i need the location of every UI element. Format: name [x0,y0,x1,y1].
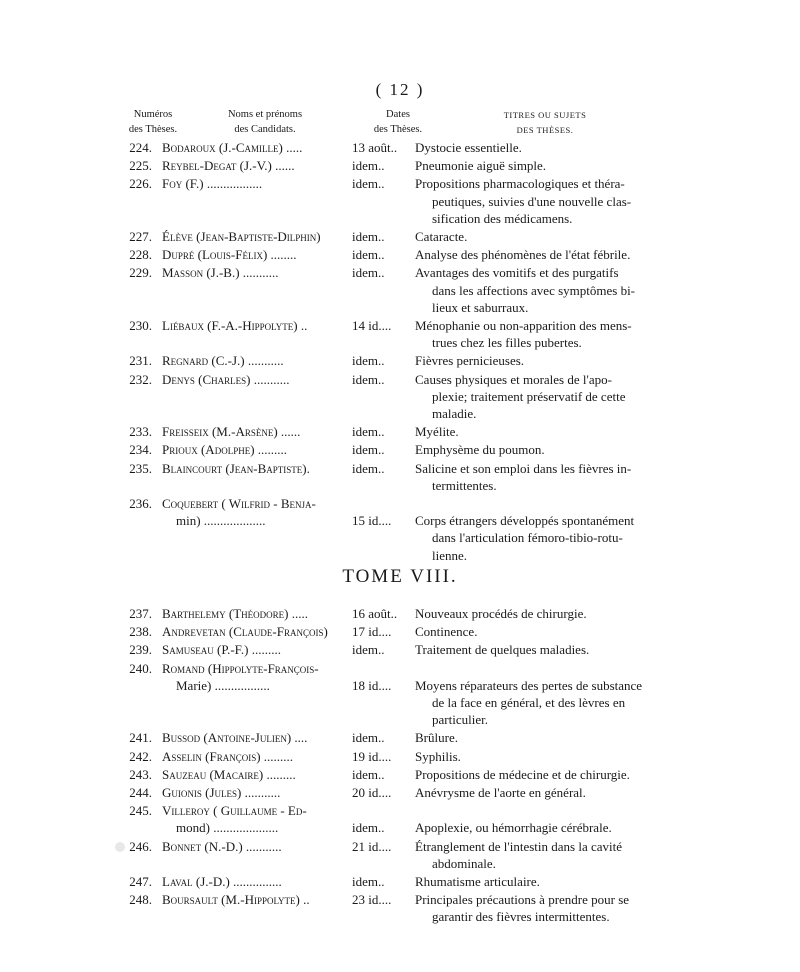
candidate-name: Masson (J.-B.) ........... [162,265,279,281]
thesis-number: 230. [129,318,152,333]
candidate-name: Villeroy ( Guillaume - Ed- [162,803,307,819]
thesis-number: 228. [129,247,152,263]
thesis-number: 225. [129,158,152,174]
candidate-name: Dupré (Louis-Félix) ........ [162,247,297,263]
thesis-title-line: Rhumatisme articulaire. [415,874,540,889]
thesis-title-line: Nouveaux procédés de chirurgie. [415,606,587,621]
thesis-date: 18 id.... [352,677,392,693]
candidate-name: Boursault (M.-Hippolyte) .. [162,892,310,908]
thesis-date: idem.. [352,874,385,889]
thesis-date: idem.. [352,424,385,440]
paper-speck [115,842,125,852]
thesis-title-line: termittentes. [432,477,497,493]
thesis-title-line: Pneumonie aiguë simple. [415,158,547,174]
thesis-number: 233. [129,424,152,440]
page-number: ( 12 ) [375,80,425,99]
thesis-title-line: lieux et saburraux. [432,299,529,315]
thesis-title-line: Emphysème du poumon. [415,442,545,458]
thesis-title-line: Corps étrangers développés spontanément [415,513,635,529]
thesis-number: 241. [129,730,152,746]
thesis-number: 248. [129,892,152,908]
thesis-number: 232. [129,371,152,387]
thesis-title-line: Causes physiques et morales de l'apo- [415,371,612,387]
candidate-name: Reybel-Degat (J.-V.) ...... [162,158,295,174]
thesis-title-line: de la face en général, et des lèvres en [432,694,626,710]
candidate-name: Bussod (Antoine-Julien) .... [162,730,308,746]
thesis-date: 20 id.... [352,785,392,800]
thesis-date: 23 id.... [352,892,392,908]
thesis-title-line: abdominale. [432,855,496,871]
candidate-name: Barthelemy (Théodore) ..... [162,606,308,621]
thesis-title-line: Anévrysme de l'aorte en général. [415,785,586,800]
thesis-number: 227. [129,229,152,244]
thesis-number: 244. [129,785,152,800]
header-noms [205,107,325,137]
thesis-title-line: Fièvres pernicieuses. [415,353,525,369]
candidate-name: Andrevetan (Claude-François) [162,624,328,640]
thesis-number: 234. [129,442,152,458]
header-noms-line1: Noms et prénoms [227,109,303,120]
thesis-date: idem.. [352,730,385,746]
header-dates-line1: Dates [386,109,410,120]
thesis-number: 242. [129,748,152,764]
header-noms-line2: des Candidats. [234,124,296,135]
thesis-title-line: Avantages des vomitifs et des purgatifs [415,265,619,281]
header-dates-line2: des Thèses. [373,124,423,135]
candidate-name: Prioux (Adolphe) ......... [162,442,288,458]
thesis-number: 229. [129,265,152,281]
thesis-date: idem.. [352,460,385,476]
candidate-name: Élève (Jean-Baptiste-Dilphin) [162,229,321,244]
thesis-number: 238. [129,624,152,640]
thesis-number: 236. [129,496,152,511]
thesis-title-line: dans l'articulation fémoro-tibio-rotu- [432,530,623,546]
thesis-date: 19 id.... [352,748,392,764]
thesis-number: 245. [129,803,152,819]
candidate-name: Bonnet (N.-D.) ........... [162,838,282,854]
thesis-title-line: maladie. [432,405,477,421]
thesis-date: idem.. [352,229,385,244]
thesis-date: idem.. [352,158,385,174]
thesis-number: 235. [129,460,152,476]
thesis-title-line: lienne. [432,547,468,563]
candidate-name-continued: Marie) ................. [176,677,270,693]
header-numeros-line1: Numéros [133,109,173,120]
thesis-title-line: Apoplexie, ou hémorrhagie cérébrale. [415,820,612,836]
thesis-title-line: Ménophanie ou non-apparition des mens- [415,318,632,333]
thesis-title-line: trues chez les filles pubertes. [432,335,582,351]
thesis-title-line: plexie; traitement préservatif de cette [432,388,626,404]
thesis-title-line: dans les affections avec symptômes bi- [432,282,636,298]
tome-title: TOME VIII. [342,566,458,587]
header-dates [358,107,438,137]
thesis-title-line: Moyens réparateurs des pertes de substance [415,677,643,693]
thesis-title-line: particulier. [432,712,488,728]
candidate-name: Samuseau (P.-F.) ......... [162,642,281,658]
header-titres [480,108,610,138]
thesis-date: 15 id.... [352,513,392,529]
thesis-title-line: Analyse des phénomènes de l'état fébrile. [415,247,631,263]
candidate-name: Liébaux (F.-A.-Hippolyte) .. [162,318,308,333]
thesis-title-line: Propositions pharmacologiques et théra- [415,176,625,192]
candidate-name: Foy (F.) ................. [162,176,263,192]
thesis-number: 247. [129,874,152,889]
thesis-date: idem.. [352,642,385,658]
thesis-title-line: Brûlure. [415,730,458,746]
thesis-title-line: Continence. [415,624,478,640]
thesis-title-line: Salicine et son emploi dans les fièvres in- [415,460,632,476]
thesis-date: 13 août.. [352,140,398,155]
thesis-date: 17 id.... [352,624,392,640]
thesis-number: 239. [129,642,152,658]
thesis-date: idem.. [352,176,385,192]
thesis-date: idem.. [352,766,385,782]
thesis-title-line: Myélite. [415,424,459,440]
thesis-title-line: Dystocie essentielle. [415,140,522,155]
header-titres-line1: TITRES OU SUJETS [503,110,587,120]
thesis-date: idem.. [352,265,385,281]
candidate-name: Coquebert ( Wilfrid - Benja- [162,496,316,511]
thesis-title-line: Propositions de médecine et de chirurgie. [415,766,630,782]
candidate-name: Freisseix (M.-Arsène) ...... [162,424,301,440]
candidate-name-continued: mond) .................... [176,820,279,836]
thesis-date: 14 id.... [352,318,392,333]
candidate-name: Bodaroux (J.-Camille) ..... [162,140,303,155]
thesis-title-line: garantir des fièvres intermittentes. [432,909,610,925]
thesis-number: 240. [129,660,152,676]
candidate-name: Asselin (François) ......... [162,748,294,764]
thesis-number: 231. [129,353,152,369]
thesis-date: idem.. [352,442,385,458]
thesis-title-line: sification des médicamens. [432,210,573,226]
candidate-name: Sauzeau (Macaire) ......... [162,766,296,782]
candidate-name: Romand (Hippolyte-François- [162,660,319,676]
candidate-name: Denys (Charles) ........... [162,371,290,387]
thesis-number: 237. [129,606,152,621]
candidate-name-continued: min) ................... [176,513,266,529]
thesis-date: 16 août.. [352,606,398,621]
header-numeros-line2: des Thèses. [128,124,178,135]
thesis-number: 226. [129,176,152,192]
thesis-title-line: peutiques, suivies d'une nouvelle clas- [432,193,632,209]
thesis-date: idem.. [352,371,385,387]
candidate-name: Regnard (C.-J.) ........... [162,353,284,369]
thesis-title-line: Étranglement de l'intestin dans la cavité [415,838,623,854]
thesis-title-line: Cataracte. [415,229,468,244]
thesis-number: 224. [129,140,152,155]
thesis-title-line: Syphilis. [415,748,461,764]
header-titres-line2: DES THÈSES. [516,125,574,135]
thesis-title-line: Principales précautions à prendre pour se [415,892,630,908]
thesis-date: idem.. [352,820,385,836]
thesis-title-line: Traitement de quelques maladies. [415,642,590,658]
candidate-name: Guionis (Jules) ........... [162,785,281,800]
thesis-number: 243. [129,766,152,782]
thesis-number: 246. [129,838,152,854]
candidate-name: Laval (J.-D.) ............... [162,874,282,889]
thesis-date: idem.. [352,353,385,369]
thesis-date: 21 id.... [352,838,392,854]
header-numeros [118,107,188,137]
thesis-date: idem.. [352,247,385,263]
candidate-name: Blaincourt (Jean-Baptiste). [162,460,310,476]
